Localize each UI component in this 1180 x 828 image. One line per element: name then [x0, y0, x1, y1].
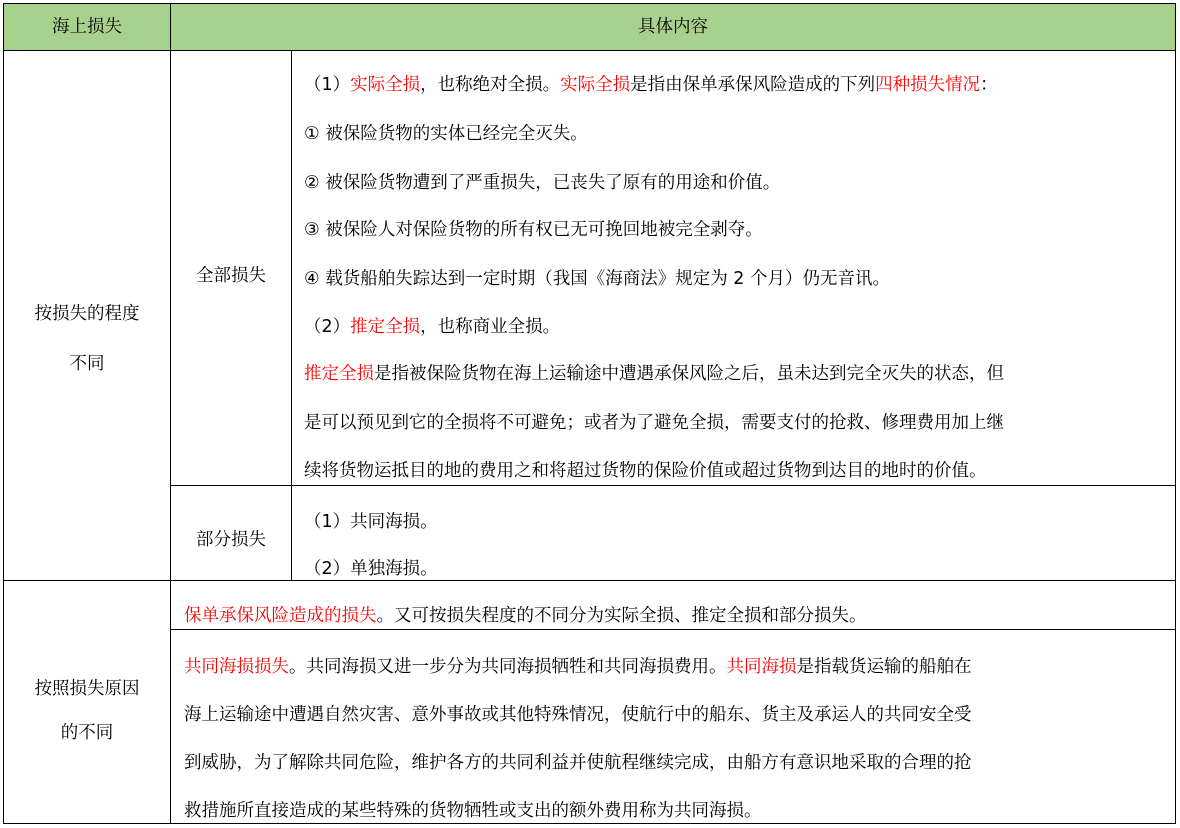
highlight-term: 实际全损: [350, 75, 421, 95]
divider: [170, 485, 1175, 486]
content-line: 推定全损是指被保险货物在海上运输途中遭遇承保风险之后，虽未达到完全灭失的状态，但: [304, 364, 1004, 384]
highlight-term: 共同海损损失: [184, 657, 289, 677]
row-label-line: 的不同: [60, 723, 114, 743]
sub-label-partial-loss: 部分损失: [196, 530, 266, 550]
highlight-term: 共同海损: [726, 657, 797, 677]
content-line: ④ 载货船舶失踪达到一定时期（我国《海商法》规定为 2 个月）仍无音讯。: [304, 269, 891, 289]
row-label-line: 不同: [69, 354, 105, 374]
loss-table: [3, 3, 1176, 824]
divider: [291, 50, 292, 581]
content-line: 到威胁，为了解除共同危险，维护各方的共同利益并使航程继续完成，由船方有意识地采取的合理的抢: [184, 753, 972, 773]
row-label-by-degree: [4, 289, 170, 389]
highlight-term: 保单承保风险造成的损失: [184, 606, 377, 626]
header-col-content: 具体内容: [638, 17, 708, 37]
divider: [4, 50, 1175, 51]
highlight-term: 实际全损: [560, 75, 631, 95]
content-line: （2）单独海损。: [304, 559, 438, 579]
highlight-term: 推定全损: [304, 364, 374, 384]
row-label-line: 按损失的程度: [34, 304, 140, 324]
sub-label-total-loss: 全部损失: [196, 266, 266, 286]
divider: [170, 629, 1175, 630]
content-line: 海上运输途中遭遇自然灾害、意外事故或其他特殊情况，使航行中的船东、货主及承运人的共同安全受: [184, 705, 972, 725]
row-label-line: 按照损失原因: [34, 679, 140, 699]
content-line: ③ 被保险人对保险货物的所有权已无可挽回地被完全剥夺。: [304, 220, 763, 240]
content-line: 共同海损损失。共同海损又进一步分为共同海损牺牲和共同海损费用。共同海损是指载货运输的船舶在: [184, 657, 972, 677]
content-line: （1）共同海损。: [304, 512, 438, 532]
highlight-term: 四种损失情况: [875, 75, 981, 95]
content-line: ② 被保险货物遭到了严重损失，已丧失了原有的用途和价值。: [304, 173, 781, 193]
divider: [170, 4, 171, 823]
content-line: 续将货物运抵目的地的费用之和将超过货物的保险价值或超过货物到达目的地时的价值。: [304, 461, 987, 481]
content-line: （2）推定全损，也称商业全损。: [304, 317, 561, 337]
row-label-by-cause: [4, 667, 170, 755]
content-line: 是可以预见到它的全损将不可避免；或者为了避免全损，需要支付的抢救、修理费用加上继: [304, 413, 1004, 433]
header-col-loss-type: 海上损失: [52, 17, 122, 37]
divider: [4, 580, 1175, 581]
highlight-term: 推定全损: [350, 317, 421, 337]
content-line: （1）实际全损，也称绝对全损。实际全损是指由保单承保风险造成的下列四种损失情况：: [304, 75, 998, 95]
content-line: 救措施所直接造成的某些特殊的货物牺牲或支出的额外费用称为共同海损。: [184, 801, 762, 821]
content-line: 保单承保风险造成的损失。又可按损失程度的不同分为实际全损、推定全损和部分损失。: [184, 606, 867, 626]
content-line: ① 被保险货物的实体已经完全灭失。: [304, 124, 588, 144]
